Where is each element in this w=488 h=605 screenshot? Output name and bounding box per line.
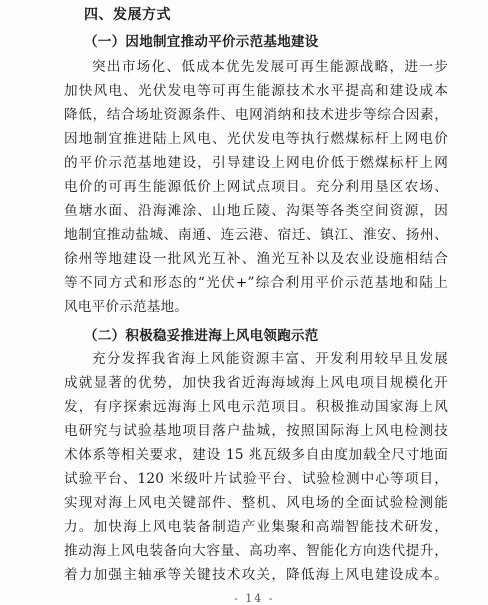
paragraph-line: 电价的可再生能源低价上网试点项目。充分利用垦区农场、 <box>64 179 448 195</box>
paragraph-line: 术体系等相关要求，建设 15 兆瓦级多自由度加载全尺寸地面 <box>64 447 448 463</box>
paragraph-line: 等不同方式和形态的“光伏+”综合利用平价示范基地和陆上 <box>64 275 448 291</box>
paragraph-line: 降低，结合场址资源条件、电网消纳和技术进步等综合因素， <box>64 107 448 123</box>
paragraph-line: 风电平价示范基地。 <box>64 299 189 315</box>
paragraph-line: 突出市场化、低成本优先发展可再生能源战略，进一步 <box>92 59 448 75</box>
subsection-heading-2: （二）积极稳妥推进海上风电领跑示范 <box>84 328 319 344</box>
section-heading: 四、发展方式 <box>84 7 171 23</box>
paragraph-line: 发，有序探索远海海上风电示范项目。积极推动国家海上风 <box>64 399 448 415</box>
page-number: - 14 - <box>234 592 275 605</box>
paragraph-line: 实现对海上风电关键部件、整机、风电场的全面试验检测能 <box>64 495 448 511</box>
paragraph-line: 因地制宜推进陆上风电、光伏发电等执行燃煤标杆上网电价 <box>64 131 448 147</box>
paragraph-line: 力。加快海上风电装备制造产业集聚和高端智能技术研发， <box>64 519 448 535</box>
subsection-heading-1: （一）因地制宜推动平价示范基地建设 <box>84 34 319 50</box>
paragraph-line: 成就显著的优势，加快我省近海海域海上风电项目规模化开 <box>64 375 448 391</box>
paragraph-line: 试验平台、120 米级叶片试验平台、试验检测中心等项目， <box>64 471 448 487</box>
paragraph-line: 徐州等地建设一批风光互补、渔光互补以及农业设施相结合 <box>64 251 448 267</box>
paragraph-line: 地制宜推动盐城、南通、连云港、宿迁、镇江、淮安、扬州、 <box>64 227 448 243</box>
paragraph-line: 充分发挥我省海上风能资源丰富、开发利用较早且发展 <box>92 351 448 367</box>
paragraph-line: 加快风电、光伏发电等可再生能源技术水平提高和建设成本 <box>64 83 448 99</box>
paragraph-line: 推动海上风电装备向大容量、高功率、智能化方向迭代提升， <box>64 543 448 559</box>
paragraph-line: 的平价示范基地建设，引导建设上网电价低于燃煤标杆上网 <box>64 155 448 171</box>
paragraph-line: 着力加强主轴承等关键技术攻关，降低海上风电建设成本。 <box>64 567 448 583</box>
paragraph-line: 电研究与试验基地项目落户盐城，按照国际海上风电检测技 <box>64 423 448 439</box>
paragraph-line: 鱼塘水面、沿海滩涂、山地丘陵、沟渠等各类空间资源，因 <box>64 203 448 219</box>
